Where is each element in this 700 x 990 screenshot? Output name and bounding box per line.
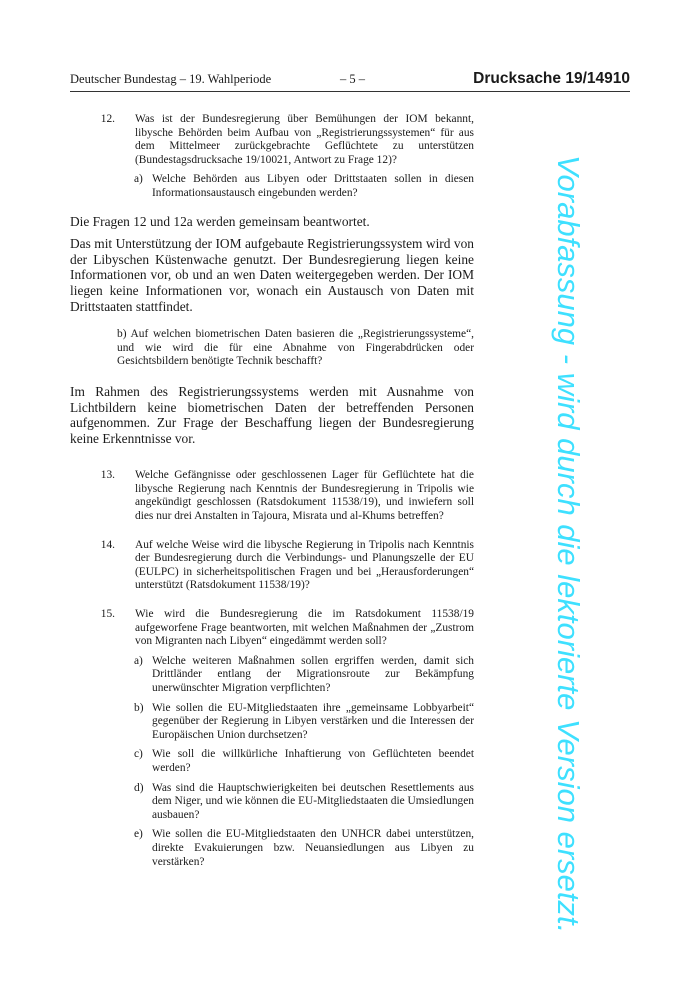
question-text: Was ist der Bundesregierung über Bemühungen der IOM bekannt, libysche Behörden beim Aufbau von „Registrierungssystemen“ für aus dem Mittelmeer zurückgebrachte Geflüchtete zu unterstützen (Bundestagsdrucksache 19/10021, Antwort zu Frage 12)? [135, 113, 474, 166]
sub-text: Welche weiteren Maßnahmen sollen ergriffen werden, damit sich Drittländer entlang der Migrationsroute zur Bekämpfung unerwünschter Migration verpflichten? [152, 654, 474, 694]
sub-letter: a) [134, 173, 143, 186]
sub-text: Welche Behörden aus Libyen oder Drittstaaten sollen in diesen Informationsaustausch eingebunden werden? [152, 173, 474, 199]
question-15 [70, 608, 474, 649]
sub-text: Was sind die Hauptschwierigkeiten bei deutschen Resettlements aus dem Niger, und wie können die EU-Mitgliedstaaten die Umsiedlungen ausbauen? [152, 781, 474, 821]
question-text: Auf welche Weise wird die libysche Regierung in Tripolis nach Kenntnis der Bundesregierung durch die Verbindungs- und Planungszelle der EU (EULPC) in sicherheitspolitischen Fragen und bei „Herausforderungen“ unterstützt (Ratsdokument 11538/19)? [135, 538, 474, 592]
sub-letter: c) [134, 748, 143, 761]
question-number: 15. [100, 608, 115, 621]
question-15b [70, 702, 474, 743]
sub-letter: b) [134, 701, 144, 714]
parliament-period: Deutscher Bundestag – 19. Wahlperiode [70, 72, 272, 86]
question-12 [70, 113, 474, 167]
document-body [70, 113, 474, 869]
question-text: Wie wird die Bundesregierung die im Ratsdokument 11538/19 aufgeworfene Frage beantworten, mit welchen Maßnahmen der „Zustrom von Migranten nach Libyen“ eingedämmt werden soll? [135, 608, 474, 648]
question-number: 12. [100, 113, 115, 125]
question-15a [70, 655, 474, 696]
question-12a [70, 173, 474, 200]
header-rule [70, 91, 630, 92]
document-id: 14910 [586, 70, 630, 87]
sub-letter: d) [134, 781, 144, 794]
sub-text: Wie sollen die EU-Mitgliedstaaten den UNHCR dabei unterstützen, direkte Evakuierungen bzw. Neuansiedlungen aus Libyen zu verstärken? [152, 828, 474, 868]
question-15d [70, 782, 474, 823]
sub-letter: e) [134, 828, 143, 841]
page-header [70, 72, 630, 90]
sub-letter: a) [134, 654, 143, 667]
document-label: Drucksache 19/ [473, 70, 587, 87]
question-13 [70, 469, 474, 523]
answer-paragraph: Das mit Unterstützung der IOM aufgebaute Registrierungssystem wird von der Libyschen Küstenwache genutzt. Der Bundesregierung liegen keine Informationen vor, ob und an wen Daten weitergegeben werden. Der IOM liegen keine Informationen vor, wonach ein Austausch von Daten mit Drittstaaten stattfindet. [70, 236, 474, 314]
question-15e [70, 828, 474, 869]
answer-paragraph: Im Rahmen des Registrierungssystems werden mit Ausnahme von Lichtbildern keine biometrischen Daten der betreffenden Personen aufgenommen. Zur Frage der Beschaffung liegen der Bundesregierung keine Erkenntnisse vor. [70, 383, 474, 446]
question-14 [70, 539, 474, 593]
question-text: Welche Gefängnisse oder geschlossenen Lager für Geflüchtete hat die libysche Regierung nach Kenntnis der Bundesregierung in Tripolis wie angekündigt geschlossen (Ratsdokument 11538/19), und inwiefern soll dies nur drei Anstalten in Tajoura, Misrata und al-Khums betreffen? [135, 469, 474, 523]
preliminary-version-watermark: Vorabfassung - wird durch die lektorierte Version ersetzt. [551, 155, 586, 934]
sub-text: Wie soll die willkürliche Inhaftierung von Geflüchteten beendet werden? [152, 748, 474, 774]
question-15c [70, 748, 474, 775]
question-number: 14. [100, 538, 115, 551]
question-12b: b) Auf welchen biometrischen Daten basieren die „Registrierungssysteme“, und wie wird die für eine Abnahme von Fingerabdrücken oder Gesichtsbildern benötigte Technik beschafft? [117, 328, 474, 368]
answer-paragraph: Die Fragen 12 und 12a werden gemeinsam beantwortet. [70, 213, 370, 229]
sub-text: Wie sollen die EU-Mitgliedstaaten ihre „gemeinsame Lobbyarbeit“ gegenüber der Regierung in Libyen verstärken und die Interessen der Europäischen Union durchsetzen? [152, 701, 474, 741]
page-number: – 5 – [340, 72, 365, 86]
question-number: 13. [100, 469, 115, 482]
